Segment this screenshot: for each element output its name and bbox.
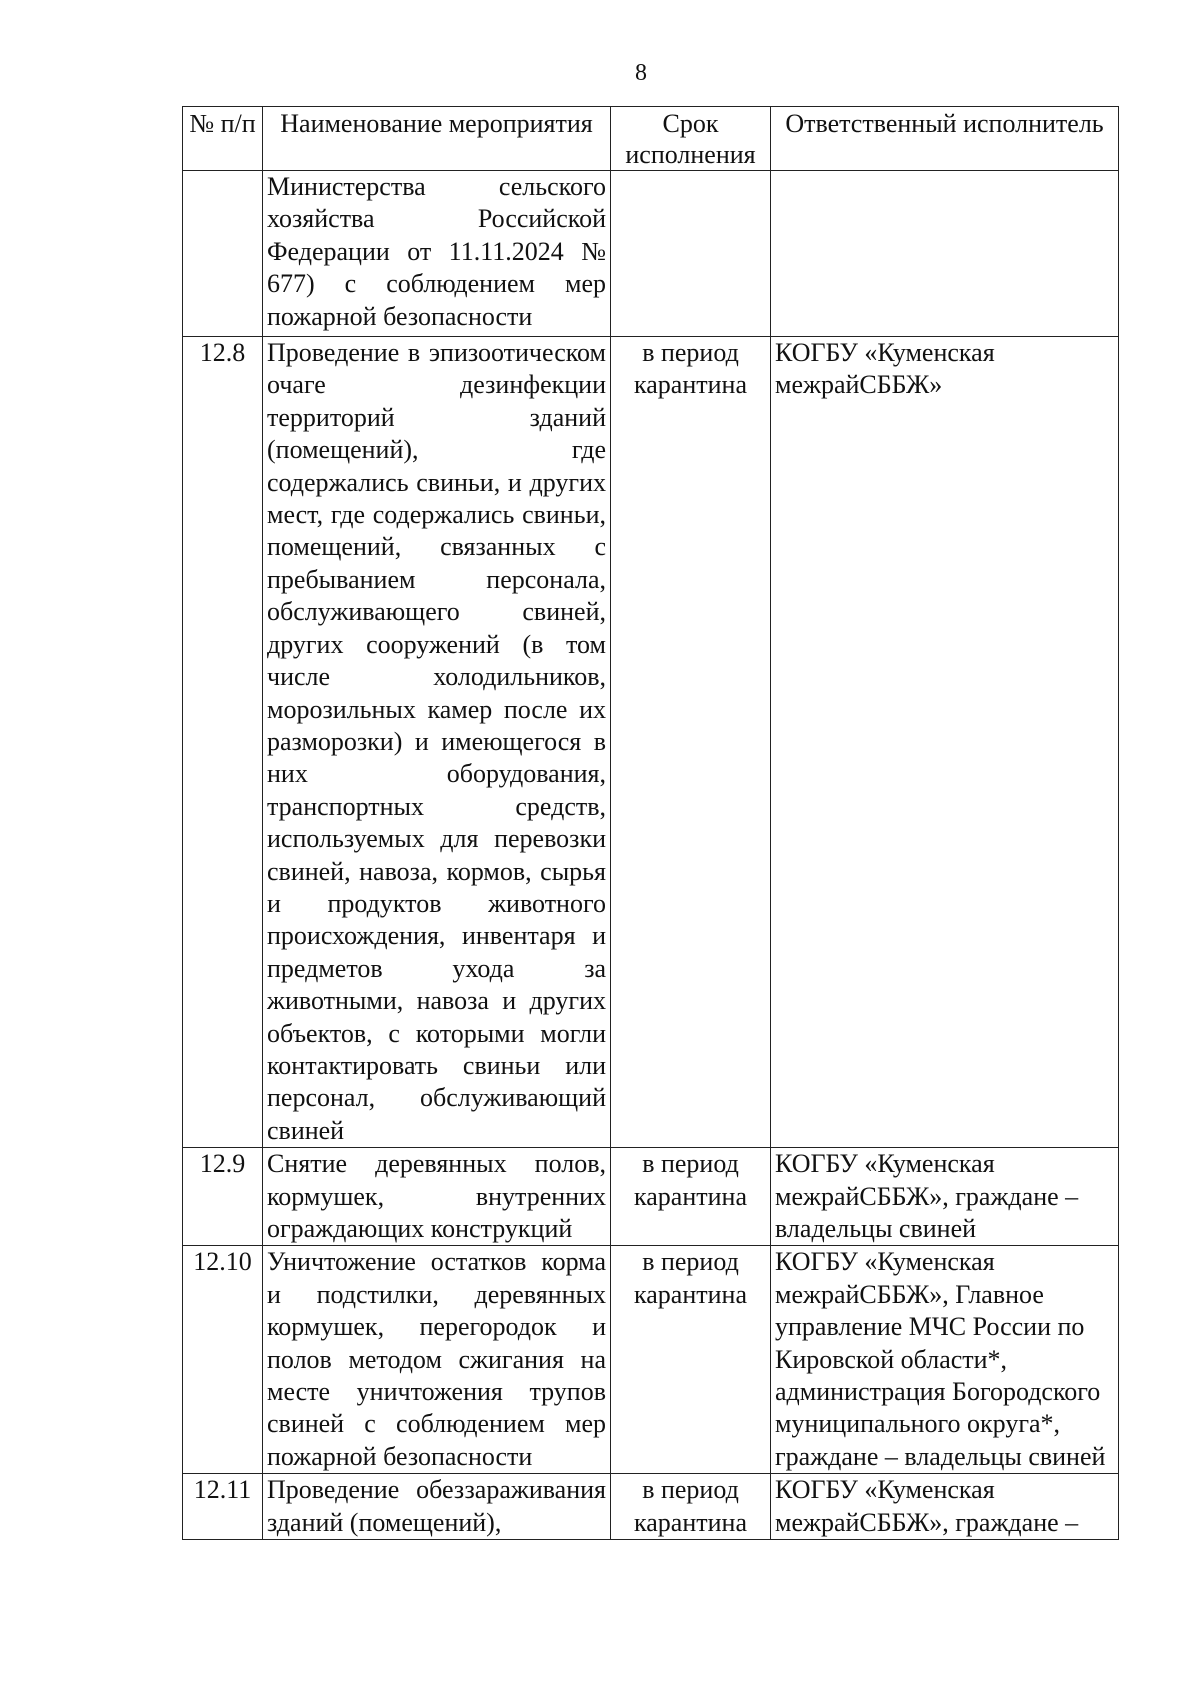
table-row <box>183 171 1119 337</box>
row-num: 12.8 <box>183 337 263 1148</box>
header-num: № п/п <box>183 107 263 171</box>
table-row <box>183 337 1119 1148</box>
row-responsible: КОГБУ «Куменская межрайСББЖ», граждане – владельцы свиней <box>771 1148 1119 1246</box>
row-name: Снятие деревянных полов, кормушек, внутренних ограждающих конструкций <box>263 1148 611 1246</box>
table-row <box>183 1474 1119 1540</box>
page-number: 8 <box>635 60 647 86</box>
row-responsible: КОГБУ «Куменская межрайСББЖ», Главное управление МЧС России по Кировской области*, администрация Богородского муниципального округа*, граждане – владельцы свиней <box>771 1246 1119 1474</box>
row-responsible <box>771 171 1119 337</box>
measures-table <box>182 106 1119 1540</box>
row-name: Министерства сельского хозяйства Российской Федерации от 11.11.2024 № 677) с соблюдением мер пожарной безопасности <box>263 171 611 337</box>
row-name: Проведение в эпизоотическом очаге дезинфекции территорий зданий (помещений), где содержались свиньи, и других мест, где содержались свиньи, помещений, связанных с пребыванием персонала, обслуживающего свиней, других сооружений (в том числе холодильников, морозильных камер после их разморозки) и имеющегося в них оборудования, транспортных средств, используемых для перевозки свиней, навоза, кормов, сырья и продуктов животного происхождения, инвентаря и предметов ухода за животными, навоза и других объектов, с которыми могли контактировать свиньи или персонал, обслуживающий свиней <box>263 337 611 1148</box>
row-term: в период карантина <box>611 1246 771 1474</box>
row-num: 12.9 <box>183 1148 263 1246</box>
row-num <box>183 171 263 337</box>
row-name: Уничтожение остатков корма и подстилки, деревянных кормушек, перегородок и полов методом сжигания на месте уничтожения трупов свиней с соблюдением мер пожарной безопасности <box>263 1246 611 1474</box>
row-responsible: КОГБУ «Куменская межрайСББЖ» <box>771 337 1119 1148</box>
header-responsible: Ответственный исполнитель <box>771 107 1119 171</box>
row-term: в период карантина <box>611 337 771 1148</box>
row-responsible: КОГБУ «Куменская межрайСББЖ», граждане – <box>771 1474 1119 1540</box>
table-row <box>183 1148 1119 1246</box>
row-name: Проведение обеззараживания зданий (помещений), <box>263 1474 611 1540</box>
table-row <box>183 1246 1119 1474</box>
row-term <box>611 171 771 337</box>
row-num: 12.10 <box>183 1246 263 1474</box>
header-term: Срок исполнения <box>611 107 771 171</box>
row-term: в период карантина <box>611 1474 771 1540</box>
table-header-row <box>183 107 1119 171</box>
row-num: 12.11 <box>183 1474 263 1540</box>
header-name: Наименование мероприятия <box>263 107 611 171</box>
row-term: в период карантина <box>611 1148 771 1246</box>
